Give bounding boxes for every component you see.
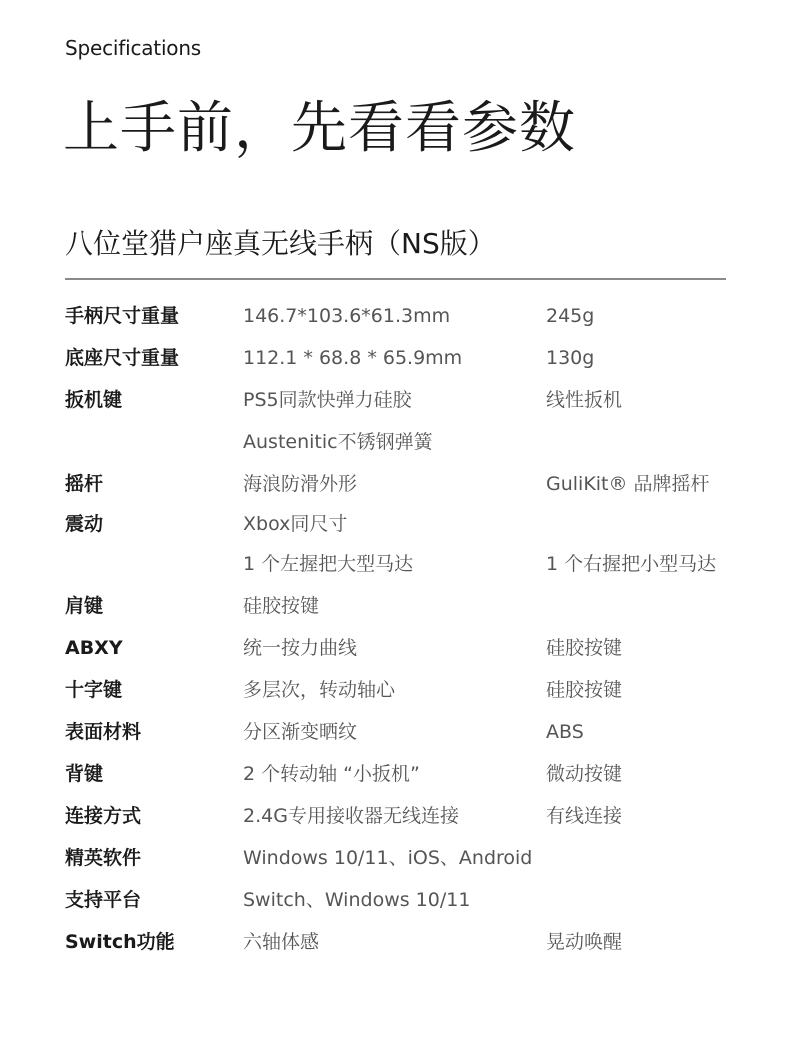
spec-label: Switch功能 (65, 931, 175, 953)
spec-row (65, 337, 745, 379)
spec-row (65, 795, 745, 837)
spec-label: 支持平台 (65, 889, 142, 911)
spec-row (65, 669, 745, 711)
spec-value: 六轴体感 (243, 931, 320, 953)
spec-value: 多层次，转动轴心 (243, 679, 396, 701)
spec-value-secondary: 有线连接 (546, 805, 623, 827)
spec-value-secondary: 线性扳机 (546, 389, 623, 411)
spec-label: 扳机键 (65, 389, 123, 411)
spec-row (65, 421, 745, 463)
spec-value-secondary: 硅胶按键 (546, 637, 623, 659)
spec-value: 1 个左握把大型马达 (243, 553, 414, 575)
spec-label: 连接方式 (65, 805, 142, 827)
spec-row (65, 295, 745, 337)
spec-label: 震动 (65, 513, 104, 535)
spec-value: Switch、Windows 10/11 (243, 889, 471, 911)
spec-value-secondary: 1 个右握把小型马达 (546, 553, 717, 575)
spec-value: 2 个转动轴 “小扳机” (243, 763, 420, 785)
spec-value: 统一按力曲线 (243, 637, 358, 659)
spec-row (65, 627, 745, 669)
spec-label: ABXY (65, 637, 123, 659)
spec-value: Xbox同尺寸 (243, 513, 348, 535)
spec-label: 手柄尺寸重量 (65, 305, 180, 327)
product-title: 八位堂猎户座真无线手柄（NS版） (65, 227, 496, 260)
spec-value-secondary: 微动按键 (546, 763, 623, 785)
spec-value-secondary: 130g (546, 347, 595, 369)
spec-value-secondary: 245g (546, 305, 595, 327)
spec-label: 肩键 (65, 595, 104, 617)
spec-row (65, 837, 745, 879)
spec-label: 十字键 (65, 679, 123, 701)
spec-row (65, 585, 745, 627)
spec-value: 分区渐变晒纹 (243, 721, 358, 743)
spec-value: PS5同款快弹力硅胶 (243, 389, 412, 411)
spec-row (65, 379, 745, 421)
page-headline: 上手前，先看看参数 (63, 96, 576, 161)
spec-label: 背键 (65, 763, 104, 785)
spec-value-secondary: 晃动唤醒 (546, 931, 623, 953)
spec-row (65, 505, 745, 543)
spec-value: 146.7*103.6*61.3mm (243, 305, 451, 327)
spec-label: 表面材料 (65, 721, 142, 743)
spec-row (65, 921, 745, 963)
spec-row (65, 711, 745, 753)
spec-label: 摇杆 (65, 473, 104, 495)
spec-value-secondary: 硅胶按键 (546, 679, 623, 701)
spec-row (65, 753, 745, 795)
spec-value: 112.1 * 68.8 * 65.9mm (243, 347, 463, 369)
spec-value: 硅胶按键 (243, 595, 320, 617)
spec-row (65, 463, 745, 505)
spec-value: Windows 10/11、iOS、Android (243, 847, 533, 869)
section-label: Specifications (65, 36, 202, 60)
spec-value: Austenitic不锈钢弹簧 (243, 431, 433, 453)
spec-value-secondary: ABS (546, 721, 584, 743)
spec-table (65, 295, 745, 963)
spec-label: 底座尺寸重量 (65, 347, 180, 369)
spec-row (65, 543, 745, 585)
spec-value: 海浪防滑外形 (243, 473, 358, 495)
spec-row (65, 879, 745, 921)
spec-value: 2.4G专用接收器无线连接 (243, 805, 459, 827)
divider (65, 278, 726, 280)
spec-value-secondary: GuliKit® 品牌摇杆 (546, 473, 710, 495)
spec-label: 精英软件 (65, 847, 142, 869)
